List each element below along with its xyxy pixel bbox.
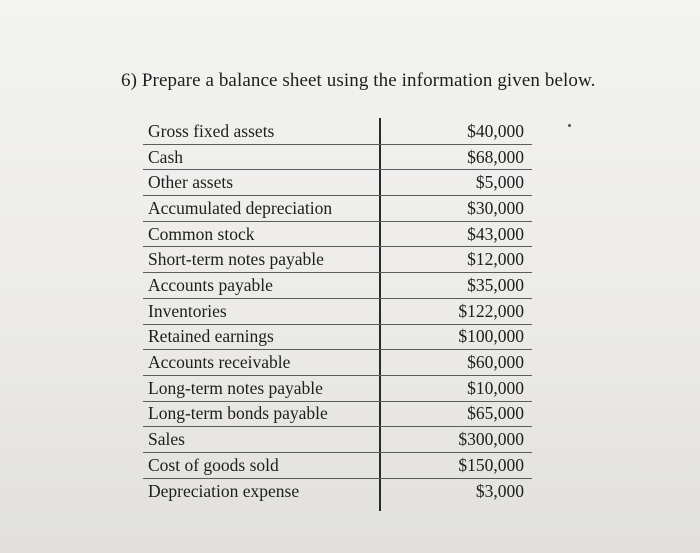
- row-value: $300,000: [458, 429, 524, 450]
- row-label: Common stock: [148, 223, 255, 244]
- row-label: Short-term notes payable: [148, 249, 324, 270]
- row-value: $35,000: [467, 274, 524, 295]
- row-label: Accounts payable: [148, 274, 273, 295]
- table-row: [143, 247, 532, 273]
- row-label: Gross fixed assets: [148, 120, 275, 141]
- table-row: [143, 273, 532, 299]
- row-label: Depreciation expense: [148, 480, 300, 501]
- table-row: [143, 196, 532, 222]
- row-label: Accumulated depreciation: [148, 197, 333, 218]
- table-row: [143, 119, 532, 145]
- table-row: [143, 402, 532, 428]
- table-row: [143, 376, 532, 402]
- financial-data-table: [143, 119, 532, 504]
- row-value: $60,000: [467, 352, 524, 373]
- table-row: [143, 479, 532, 505]
- question-text: 6) Prepare a balance sheet using the information given below.: [121, 70, 596, 91]
- row-value: $5,000: [475, 172, 524, 193]
- row-label: Cash: [148, 146, 183, 167]
- row-value: $43,000: [467, 223, 524, 244]
- row-label: Long-term notes payable: [148, 377, 323, 398]
- row-value: $122,000: [458, 300, 524, 321]
- row-value: $3,000: [475, 480, 524, 501]
- row-label: Long-term bonds payable: [148, 403, 328, 424]
- table-row: [143, 325, 532, 351]
- row-label: Inventories: [148, 300, 227, 321]
- row-value: $10,000: [467, 377, 524, 398]
- row-label: Other assets: [148, 172, 234, 193]
- table-row: [143, 145, 532, 171]
- row-value: $68,000: [467, 146, 524, 167]
- row-label: Sales: [148, 429, 185, 450]
- row-label: Cost of goods sold: [148, 454, 279, 475]
- table-row: [143, 222, 532, 248]
- row-value: $30,000: [467, 197, 524, 218]
- table-row: [143, 170, 532, 196]
- row-label: Retained earnings: [148, 326, 274, 347]
- table-row: [143, 453, 532, 479]
- row-value: $65,000: [467, 403, 524, 424]
- table-row: [143, 350, 532, 376]
- row-value: $100,000: [458, 326, 524, 347]
- table-row: [143, 299, 532, 325]
- row-value: $150,000: [458, 454, 524, 475]
- row-value: $40,000: [467, 120, 524, 141]
- stray-mark: [568, 124, 571, 127]
- table-row: [143, 427, 532, 453]
- row-value: $12,000: [467, 249, 524, 270]
- row-label: Accounts receivable: [148, 352, 291, 373]
